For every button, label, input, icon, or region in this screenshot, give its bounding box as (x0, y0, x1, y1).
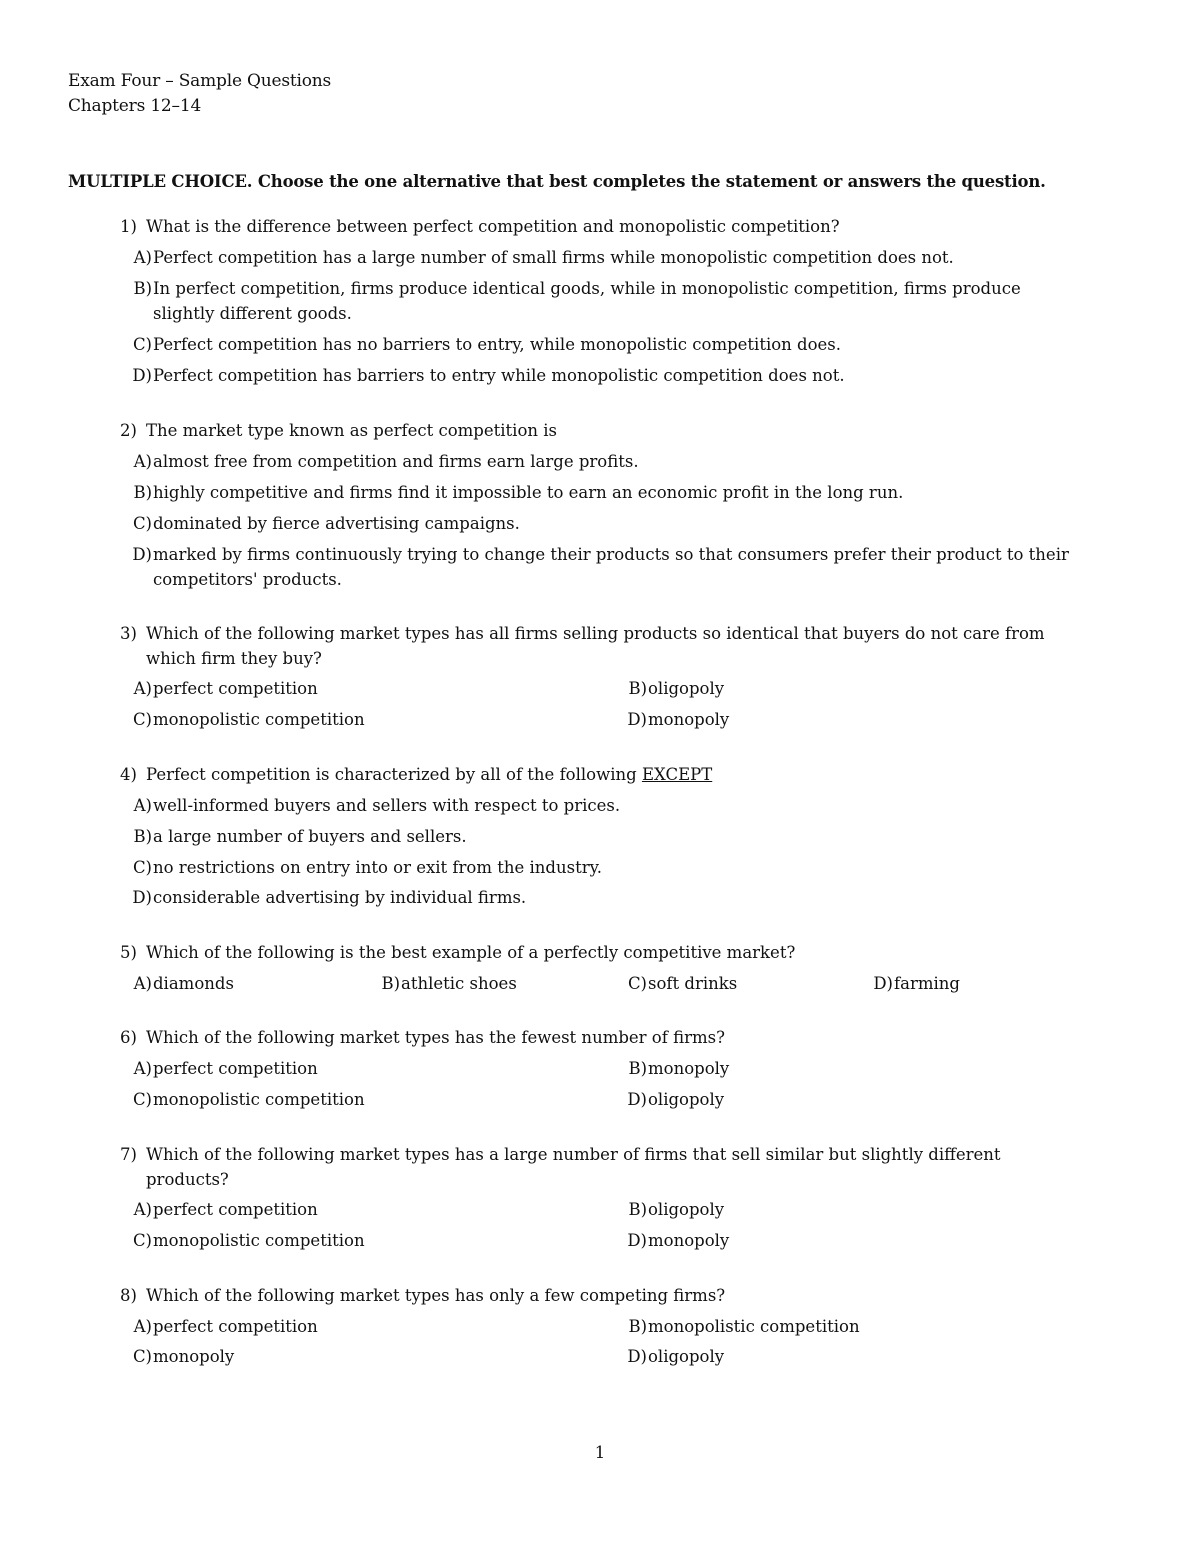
question-stem (120, 419, 1070, 444)
option-d (621, 1088, 1051, 1113)
option-label: D) (873, 974, 893, 993)
chapters-label: Chapters 12–14 (68, 96, 202, 116)
option-text: well-informed buyers and sellers with respect to prices. (153, 796, 621, 815)
option-label: B) (133, 483, 152, 502)
question-stem (120, 1143, 1070, 1192)
question-number: 6) (120, 1028, 137, 1047)
option-d (621, 1229, 1051, 1254)
option-text: perfect competition (153, 679, 318, 698)
option-text: monopolistic competition (153, 1090, 365, 1109)
option-c (126, 1229, 606, 1254)
option-text: In perfect competition, firms produce identical goods, while in monopolistic competition, firms produce slightly different goods. (153, 279, 1021, 323)
option-label: C) (132, 1231, 152, 1250)
option-label: C) (132, 710, 152, 729)
option-text: farming (894, 974, 960, 993)
option-label: C) (132, 1090, 152, 1109)
option-b (126, 277, 1070, 326)
exam-title: Exam Four – Sample Questions (68, 71, 332, 91)
option-c (126, 1345, 606, 1370)
question-text: Which of the following market types has all firms selling products so identical that buyers do not care from which firm they buy? (146, 624, 1045, 668)
option-d (126, 543, 1070, 592)
option-text: monopoly (153, 1347, 235, 1366)
option-text: Perfect competition has no barriers to entry, while monopolistic competition does. (153, 335, 842, 354)
option-label: B) (133, 827, 152, 846)
option-text: perfect competition (153, 1317, 318, 1336)
option-text: marked by firms continuously trying to change their products so that consumers prefer their product to their competitors' products. (153, 545, 1069, 589)
question-stem (120, 1026, 1070, 1051)
option-a (126, 972, 356, 997)
option-label: C) (132, 858, 152, 877)
option-label: D) (132, 366, 152, 385)
question-number: 8) (120, 1286, 137, 1305)
option-text: oligopoly (648, 1200, 725, 1219)
option-text: monopolistic competition (153, 1231, 365, 1250)
option-label: B) (381, 974, 400, 993)
option-label: D) (627, 710, 647, 729)
option-label: C) (132, 335, 152, 354)
option-label: C) (132, 1347, 152, 1366)
option-label: D) (627, 1347, 647, 1366)
option-b (374, 972, 604, 997)
option-text: no restrictions on entry into or exit from the industry. (153, 858, 602, 877)
option-text: monopoly (648, 710, 730, 729)
question-text: Which of the following market types has a large number of firms that sell similar but slightly different products? (146, 1145, 1001, 1189)
option-c (126, 1088, 606, 1113)
option-label: B) (628, 1317, 647, 1336)
option-c (621, 972, 851, 997)
option-label: A) (133, 679, 152, 698)
option-label: B) (628, 679, 647, 698)
question-text (146, 763, 1070, 788)
option-a (126, 1198, 606, 1223)
question-number: 1) (120, 217, 137, 236)
option-label: A) (133, 796, 152, 815)
option-text: athletic shoes (401, 974, 517, 993)
question-stem (120, 1284, 1070, 1309)
option-text: highly competitive and firms find it impossible to earn an economic profit in the long run. (153, 483, 904, 502)
option-text: oligopoly (648, 679, 725, 698)
option-d (126, 364, 1070, 389)
option-d (867, 972, 1097, 997)
option-b (621, 1198, 1051, 1223)
question-text: Which of the following market types has only a few competing firms? (146, 1286, 726, 1305)
question-text-main: Perfect competition is characterized by all of the following (146, 765, 637, 784)
option-label: D) (132, 545, 152, 564)
option-text: almost free from competition and firms earn large profits. (153, 452, 639, 471)
option-label: B) (628, 1200, 647, 1219)
option-text: soft drinks (648, 974, 738, 993)
question-text: The market type known as perfect competition is (146, 421, 557, 440)
option-d (621, 1345, 1051, 1370)
question-number: 7) (120, 1145, 137, 1164)
option-b (126, 825, 1070, 850)
question-number: 5) (120, 943, 137, 962)
option-b (621, 677, 1051, 702)
option-b (126, 481, 1070, 506)
option-label: A) (133, 1200, 152, 1219)
option-d (621, 708, 1051, 733)
option-text: monopoly (648, 1059, 730, 1078)
question-number: 3) (120, 624, 137, 643)
option-text: Perfect competition has barriers to entry while monopolistic competition does not. (153, 366, 845, 385)
option-label: A) (133, 248, 152, 267)
question-stem (120, 763, 1070, 788)
option-text: a large number of buyers and sellers. (153, 827, 467, 846)
option-b (621, 1057, 1051, 1082)
option-label: B) (133, 279, 152, 298)
option-a (126, 794, 1070, 819)
option-text: monopolistic competition (648, 1317, 860, 1336)
question-emphasis: EXCEPT (641, 765, 713, 784)
option-a (126, 677, 606, 702)
option-label: C) (132, 514, 152, 533)
question-stem (120, 215, 1070, 240)
option-text: dominated by fierce advertising campaigns. (153, 514, 520, 533)
question-text: What is the difference between perfect competition and monopolistic competition? (146, 217, 840, 236)
option-b (621, 1315, 1051, 1340)
option-text: perfect competition (153, 1059, 318, 1078)
question-number: 4) (120, 765, 137, 784)
option-c (126, 708, 606, 733)
question-text: Which of the following is the best example of a perfectly competitive market? (146, 943, 796, 962)
question-stem (120, 941, 1070, 966)
question-number: 2) (120, 421, 137, 440)
option-text: oligopoly (648, 1090, 725, 1109)
option-d (126, 886, 1070, 911)
option-text: Perfect competition has a large number of small firms while monopolistic competition does not. (153, 248, 954, 267)
option-text: monopoly (648, 1231, 730, 1250)
option-label: D) (627, 1231, 647, 1250)
option-label: D) (132, 888, 152, 907)
option-text: diamonds (153, 974, 234, 993)
option-text: perfect competition (153, 1200, 318, 1219)
option-c (126, 856, 1070, 881)
option-label: C) (627, 974, 647, 993)
question-stem (120, 622, 1070, 671)
section-instructions: MULTIPLE CHOICE. Choose the one alternative that best completes the statement or answers the question. (68, 172, 1046, 191)
option-a (126, 1315, 606, 1340)
option-a (126, 1057, 606, 1082)
option-label: A) (133, 452, 152, 471)
option-label: D) (627, 1090, 647, 1109)
option-text: monopolistic competition (153, 710, 365, 729)
option-text: oligopoly (648, 1347, 725, 1366)
option-label: B) (628, 1059, 647, 1078)
option-a (126, 246, 1070, 271)
option-c (126, 512, 1070, 537)
option-label: A) (133, 1059, 152, 1078)
option-text: considerable advertising by individual firms. (153, 888, 527, 907)
option-c (126, 333, 1070, 358)
option-label: A) (133, 974, 152, 993)
option-label: A) (133, 1317, 152, 1336)
question-text: Which of the following market types has the fewest number of firms? (146, 1028, 725, 1047)
option-a (126, 450, 1070, 475)
page-number: 1 (594, 1443, 606, 1462)
